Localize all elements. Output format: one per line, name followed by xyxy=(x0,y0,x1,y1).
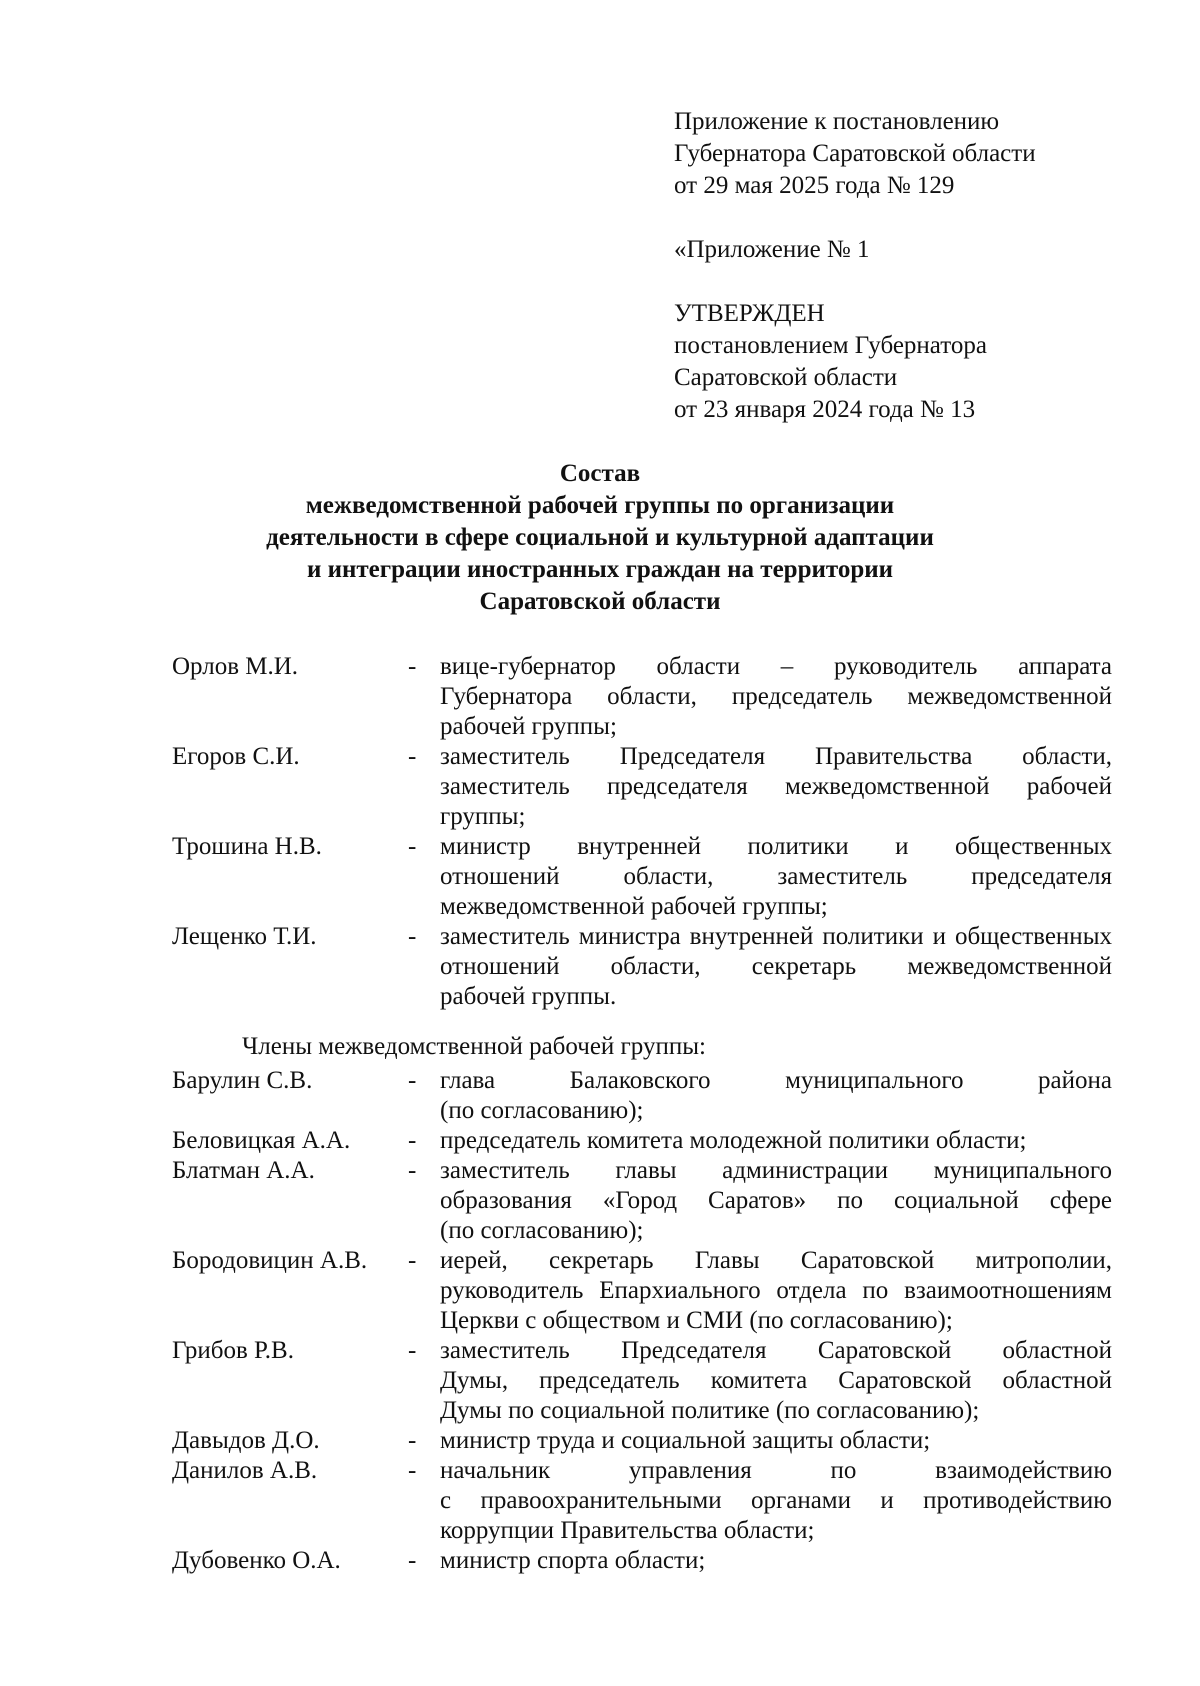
person-role xyxy=(440,1246,1112,1336)
person-name: Барулин С.В. xyxy=(172,1067,313,1094)
separator-dash: - xyxy=(408,1247,417,1274)
person-name: Бородовицин А.В. xyxy=(172,1247,368,1274)
roster-entry xyxy=(172,832,1112,922)
separator-dash: - xyxy=(408,653,417,680)
role-line: заместитель Председателя Правительства области, xyxy=(440,743,1112,770)
separator-dash: - xyxy=(408,923,417,950)
title-line: деятельности в сфере социальной и культурной адаптации xyxy=(266,524,934,551)
roster-entry xyxy=(172,1336,1112,1426)
role-line: Губернатора области, председатель межведомственной xyxy=(440,683,1112,710)
appendix-label: «Приложение № 1 xyxy=(674,236,870,263)
person-role xyxy=(440,652,1112,742)
person-name: Данилов А.В. xyxy=(172,1457,318,1484)
person-role xyxy=(440,1456,1112,1546)
person-role xyxy=(440,742,1112,832)
person-name: Грибов Р.В. xyxy=(172,1337,294,1364)
person-name: Лещенко Т.И. xyxy=(172,923,317,950)
person-role xyxy=(440,1156,1112,1246)
person-name: Дубовенко О.А. xyxy=(172,1547,341,1574)
roster-entry xyxy=(172,742,1112,832)
title-line: и интеграции иностранных граждан на территории xyxy=(306,556,894,583)
separator-dash: - xyxy=(408,1127,417,1154)
role-line: начальник управления по взаимодействию xyxy=(440,1457,1112,1484)
separator-dash: - xyxy=(408,1337,417,1364)
roster-entry xyxy=(172,652,1112,742)
role-line: вице-губернатор области – руководитель аппарата xyxy=(440,653,1112,680)
person-role xyxy=(440,922,1112,1012)
role-line: Церкви с обществом и СМИ (по согласованию); xyxy=(440,1307,953,1334)
roster-entry xyxy=(172,1246,1112,1336)
role-line: (по согласованию); xyxy=(440,1097,644,1124)
members-list xyxy=(172,1066,1112,1576)
separator-dash: - xyxy=(408,743,417,770)
roster-entry xyxy=(172,1126,1112,1156)
role-line: иерей, секретарь Главы Саратовской митрополии, xyxy=(440,1247,1112,1274)
document-title xyxy=(140,458,1060,618)
person-name: Орлов М.И. xyxy=(172,653,299,680)
members-heading: Члены межведомственной рабочей группы: xyxy=(242,1033,706,1060)
approved-line: Саратовской области xyxy=(674,364,898,391)
roster-entry xyxy=(172,1066,1112,1126)
separator-dash: - xyxy=(408,1427,417,1454)
person-name: Трошина Н.В. xyxy=(172,833,322,860)
role-line: заместитель министра внутренней политики и общественных xyxy=(440,923,1112,950)
person-role xyxy=(440,1126,1112,1156)
roster-entry xyxy=(172,1456,1112,1546)
title-line: Саратовской области xyxy=(479,588,721,615)
role-line: глава Балаковского муниципального района xyxy=(440,1067,1112,1094)
annex-header xyxy=(674,106,1174,426)
role-line: заместитель Председателя Саратовской областной xyxy=(440,1337,1112,1364)
role-line: председатель комитета молодежной политики области; xyxy=(440,1127,1027,1154)
role-line: отношений области, секретарь межведомственной xyxy=(440,953,1112,980)
annex-line: Губернатора Саратовской области xyxy=(674,140,1036,167)
person-name: Егоров С.И. xyxy=(172,743,300,770)
role-line: рабочей группы. xyxy=(440,983,617,1010)
person-role xyxy=(440,1336,1112,1426)
approved-stamp: УТВЕРЖДЕН xyxy=(674,300,825,327)
separator-dash: - xyxy=(408,1067,417,1094)
approved-line: постановлением Губернатора xyxy=(674,332,987,359)
role-line: группы; xyxy=(440,803,526,830)
separator-dash: - xyxy=(408,1157,417,1184)
role-line: Думы по социальной политике (по согласованию); xyxy=(440,1397,980,1424)
title-line: Состав xyxy=(559,460,641,487)
role-line: министр внутренней политики и общественных xyxy=(440,833,1112,860)
role-line: Думы, председатель комитета Саратовской областной xyxy=(440,1367,1112,1394)
role-line: с правоохранительными органами и противодействию xyxy=(440,1487,1112,1514)
role-line: рабочей группы; xyxy=(440,713,617,740)
person-name: Беловицкая А.А. xyxy=(172,1127,351,1154)
separator-dash: - xyxy=(408,1457,417,1484)
person-name: Блатман А.А. xyxy=(172,1157,315,1184)
person-role xyxy=(440,1546,1112,1576)
separator-dash: - xyxy=(408,1547,417,1574)
roster-entry xyxy=(172,1546,1112,1576)
title-line: межведомственной рабочей группы по организации xyxy=(305,492,895,519)
approved-line: от 23 января 2024 года № 13 xyxy=(674,396,976,423)
role-line: руководитель Епархиального отдела по взаимоотношениям xyxy=(440,1277,1112,1304)
roster-entry xyxy=(172,1426,1112,1456)
separator-dash: - xyxy=(408,833,417,860)
role-line: министр спорта области; xyxy=(440,1547,706,1574)
role-line: межведомственной рабочей группы; xyxy=(440,893,828,920)
leaders-list xyxy=(172,652,1112,1012)
annex-line: Приложение к постановлению xyxy=(674,108,1000,135)
roster-entry xyxy=(172,922,1112,1012)
roster-entry xyxy=(172,1156,1112,1246)
person-role xyxy=(440,832,1112,922)
role-line: коррупции Правительства области; xyxy=(440,1517,815,1544)
role-line: министр труда и социальной защиты области; xyxy=(440,1427,931,1454)
role-line: отношений области, заместитель председателя xyxy=(440,863,1112,890)
person-name: Давыдов Д.О. xyxy=(172,1427,320,1454)
annex-line: от 29 мая 2025 года № 129 xyxy=(674,172,955,199)
role-line: (по согласованию); xyxy=(440,1217,644,1244)
role-line: образования «Город Саратов» по социальной сфере xyxy=(440,1187,1112,1214)
person-role xyxy=(440,1066,1112,1126)
role-line: заместитель председателя межведомственной рабочей xyxy=(440,773,1112,800)
person-role xyxy=(440,1426,1112,1456)
role-line: заместитель главы администрации муниципального xyxy=(440,1157,1112,1184)
